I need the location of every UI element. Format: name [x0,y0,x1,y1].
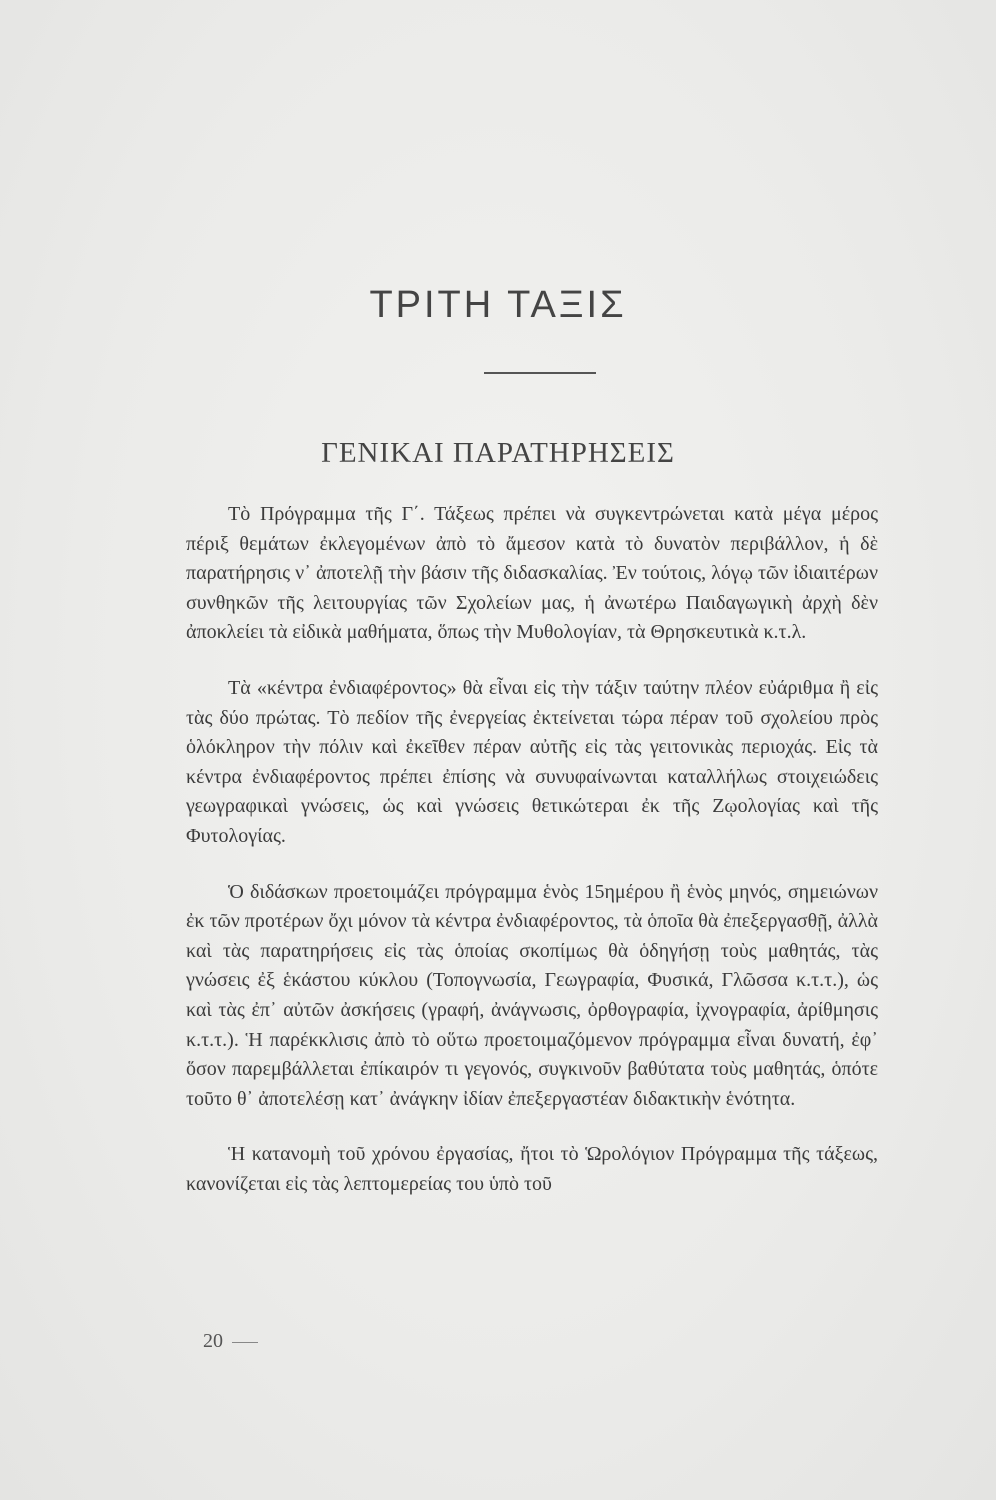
chapter-title: ΤΡΙΤΗ ΤΑΞΙΣ [369,284,627,326]
paragraph-2: Τὰ «κέντρα ἐνδιαφέροντος» θὰ εἶναι εἰς τὴν τάξιν ταύτην πλέον εὐάριθμα ἢ εἰς τὰς δύο πρώτας. Τὸ πεδίον τῆς ἐνεργείας ἐκτείνεται τώρα πέραν τοῦ σχολείου πρὸς ὁλόκληρον τὴν πόλιν καὶ ἐκεῖθεν πέραν αὐτῆς εἰς τὰς γειτονικὰς περιοχάς. Εἰς τὰ κέντρα ἐνδιαφέροντος πρέπει ἐπίσης νὰ συνυφαίνωνται καταλλήλως στοιχειώδεις γεωγραφικαὶ γνώσεις, ὡς καὶ γνώσεις θετικώτεραι ἐκ τῆς Ζῳολογίας καὶ τῆς Φυτολογίας. [186,676,878,847]
title-divider [484,372,596,374]
paragraph-1: Τὸ Πρόγραμμα τῆς Γ΄. Τάξεως πρέπει νὰ συγκεντρώνεται κατὰ μέγα μέρος πέριξ θεμάτων ἐκλεγομένων ἀπὸ τὸ ἄμεσον κατὰ τὸ δυνατὸν περιβάλλον, ἡ δὲ παρατήρησις ν᾽ ἀποτελῇ τὴν βάσιν τῆς διδασκαλίας. Ἐν τούτοις, λόγῳ τῶν ἰδιαιτέρων συνθηκῶν τῆς λειτουργίας τῶν Σχολείων μας, ἡ ἀνωτέρω Παιδαγωγικὴ ἀρχὴ δὲν ἀποκλείει τὰ εἰδικὰ μαθήματα, ὅπως τὴν Μυθολογίαν, τὰ Θρησκευτικὰ κ.τ.λ. [186,503,878,644]
section-title: ΓΕΝΙΚΑΙ ΠΑΡΑΤΗΡΗΣΕΙΣ [321,437,675,469]
body-text [186,500,878,1225]
paragraph-4: Ἡ κατανομὴ τοῦ χρόνου ἐργασίας, ἤτοι τὸ Ὡρολόγιον Πρόγραμμα τῆς τάξεως, κανονίζεται εἰς τὰς λεπτομερείας του ὑπὸ τοῦ [186,1143,878,1195]
page-number-dash [232,1342,258,1343]
paragraph-3: Ὁ διδάσκων προετοιμάζει πρόγραμμα ἑνὸς 15ημέρου ἢ ἑνὸς μηνός, σημειώνων ἐκ τῶν προτέρων ὄχι μόνον τὰ κέντρα ἐνδιαφέροντος, τὰ ὁποῖα θὰ ἐπεξεργασθῇ, ἀλλὰ καὶ τὰς παρατηρήσεις εἰς τὰς ὁποίας σκοπίμως θὰ ὁδηγήσῃ τοὺς μαθητάς, τὰς γνώσεις ἐξ ἑκάστου κύκλου (Τοπογνωσία, Γεωγραφία, Φυσικά, Γλῶσσα κ.τ.τ.), ὡς καὶ τὰς ἐπ᾽ αὐτῶν ἀσκήσεις (γραφή, ἀνάγνωσις, ὀρθογραφία, ἰχνογραφία, ἀρίθμησις κ.τ.τ.). Ἡ παρέκκλισις ἀπὸ τὸ οὕτω προετοιμαζόμενον πρόγραμμα εἶναι δυνατή, ἐφ᾽ ὅσον παρεμβάλλεται ἐπίκαιρόν τι γεγονός, συγκινοῦν βαθύτατα τοὺς μαθητάς, ὁπότε τοῦτο θ᾽ ἀποτελέσῃ κατ᾽ ἀνάγκην ἰδίαν ἐπεξεργαστέαν διδακτικὴν ἑνότητα. [186,880,878,1110]
page-number: 20 [203,1330,223,1352]
